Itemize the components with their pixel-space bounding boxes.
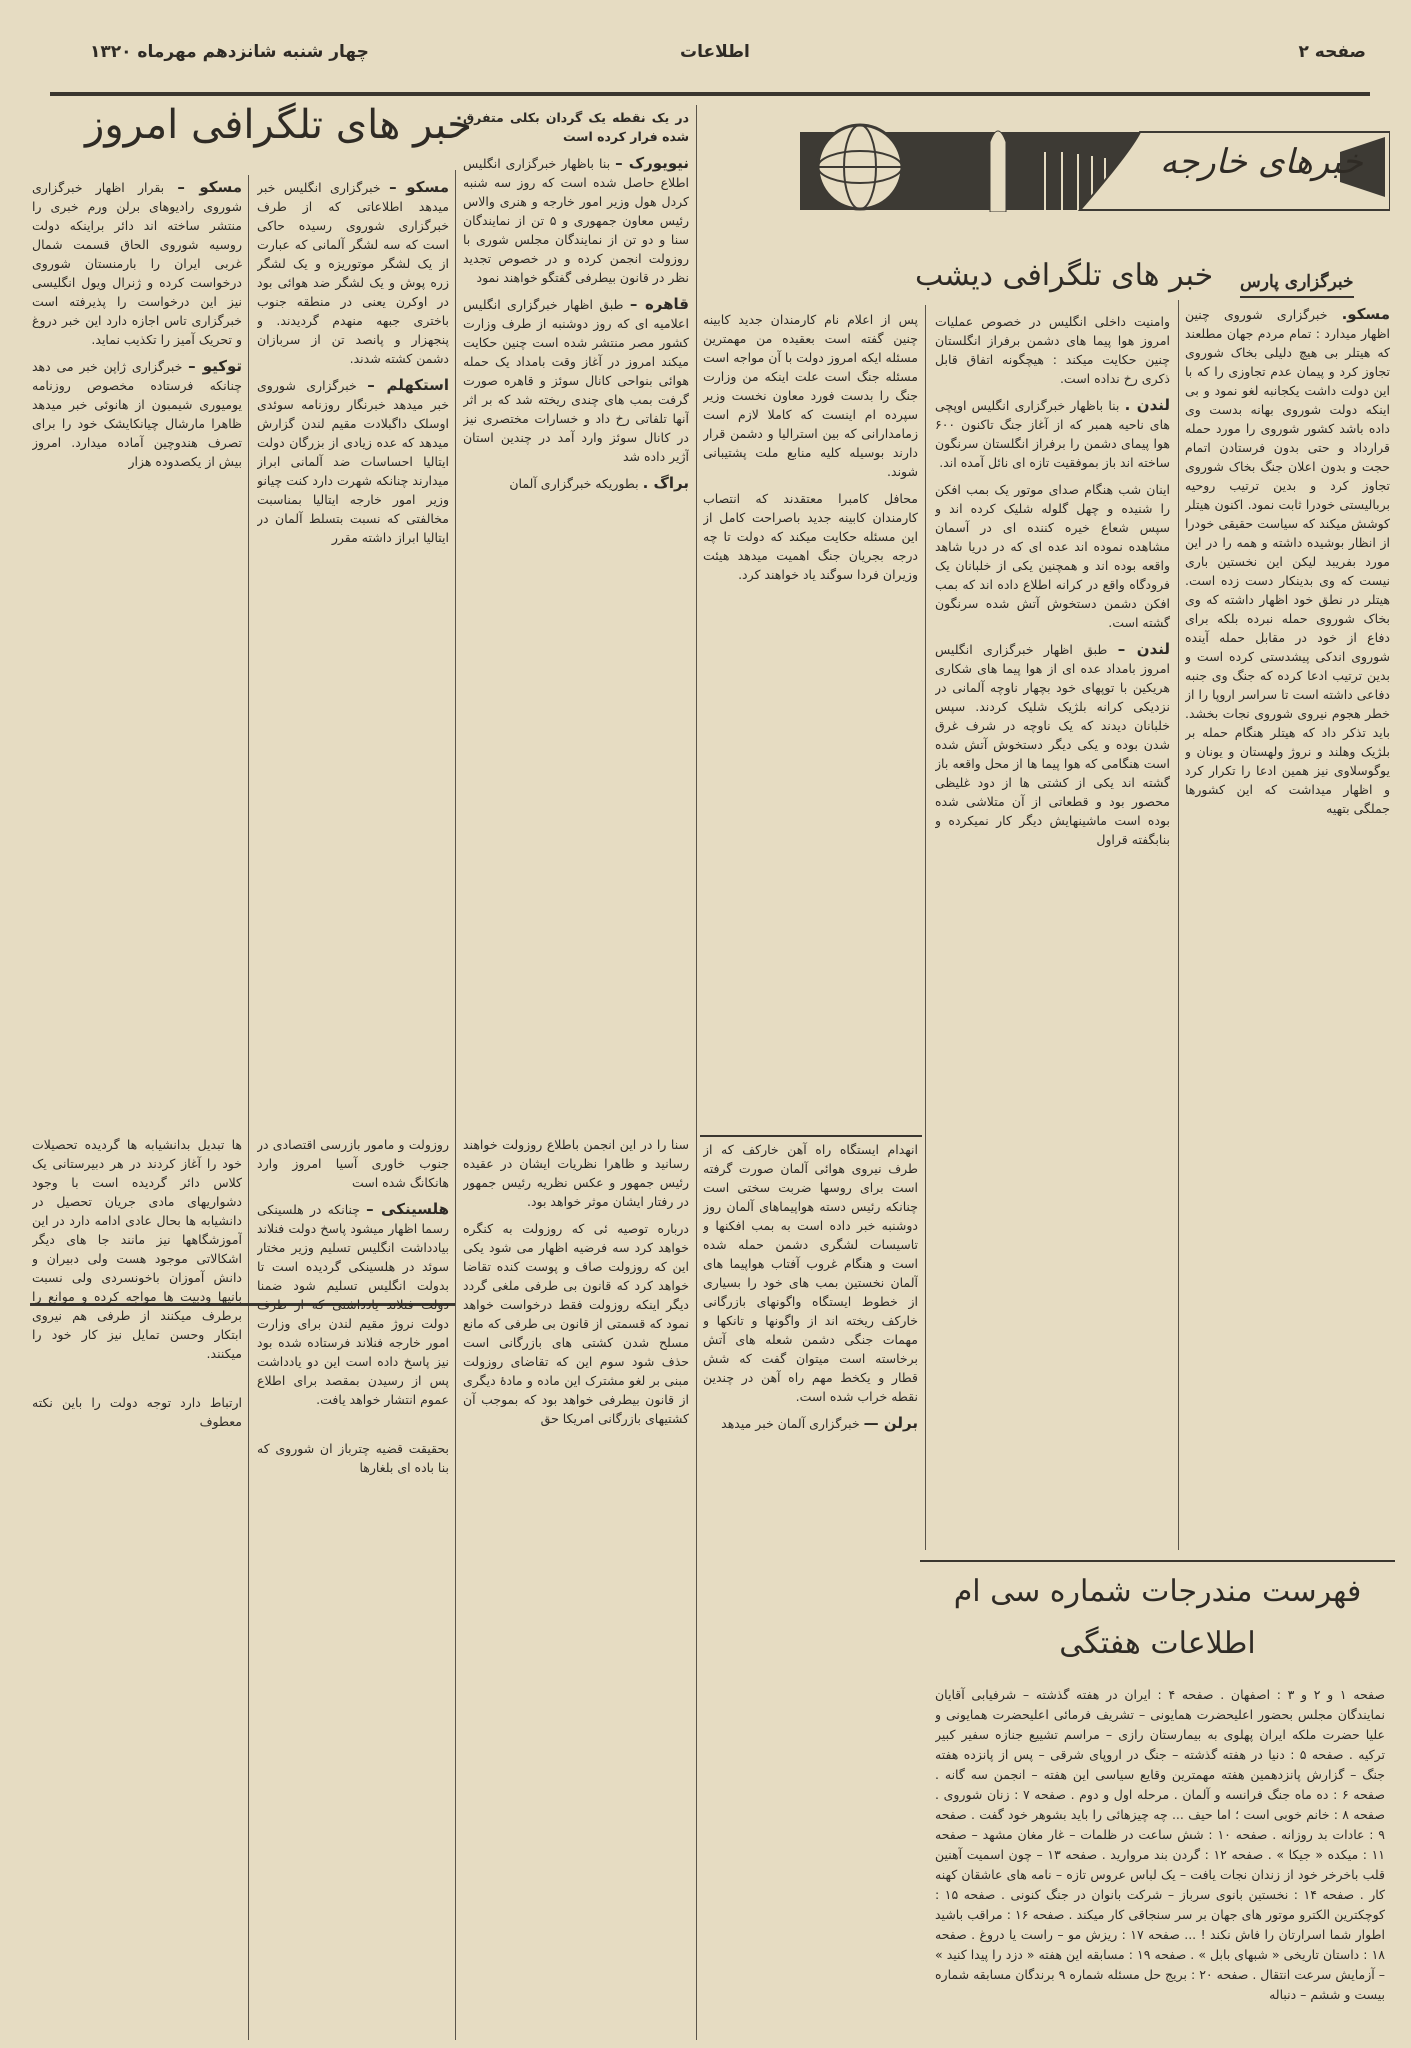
article: درباره توصیه ئی که روزولت به کنگره خواهد کرد سه فرضیه اظهار می شود یکی این که روزولت صاف و پوست کنده تقاضا خواهد کرد که قانون بی طرفی ملغی گردد دیگر اینکه روزولت فقط درخواست خواهد نمود که قسمتی از قانون بی طرفی که مانع مسلح شدن کشتی های بازرگانی است حذف شود سوم این که تقاضای روزولت مبنی بر لغو مشترک این ماده و مادهٔ دیگری از قانون بیطرفی خواهد بود که بموجب آن کشتیهای بازرگانی امریکا حق: [463, 1221, 689, 1426]
column-3-bottom: [703, 1140, 918, 1550]
article: پس از اعلام نام کارمندان جدید کابینه چنین گفته است بعقیده من مهمترین مسئله ایکه امروز دولت با آن مواجه است مسئله جنگ است علت اینکه من وزارت جنگ را بدست فورد معاون نخست وزیر سپرده ام اینست که کاملا لازم است زمامدارانی که بین استرالیا و دشمن قرار دارند بوسیله کلیه منابع ملت پشتیبانی شوند.: [703, 312, 918, 479]
article: ها تبدیل بدانشیابه ها گردیده تحصیلات خود را آغاز کردند در هر دبیرستانی یک کلاس دائر گردیده است با وجود دشواریهای مادی جریان تحصیل در دانشیابه ها بحال عادی ادامه دارد در این آموزشگاهها نیز مانند جا های دیگر اشکالاتی موجود هست ولی دبیران و دانش آموزان باخونسردی ولی نسبت بانیها ودبیت ها مواجه کرده و موانع را برطرف میکنند از طرفی هم نیروی ابتکار وحسن تمایل نیز کار خود را میکنند.: [32, 1137, 242, 1361]
article: انهدام ایستگاه راه آهن خارکف که از طرف نیروی هوائی آلمان صورت گرفته است برای روسها ضربت سختی است چنانکه رئیس دسته هواپیماهای آلمان روز دوشنبه خبر داده است به بمب افکنها و تاسیسات لشگری دشمن حمله شده است و هنگام غروب آفتاب هواپیما های آلمان نخستین بمب های خود را بسیاری از خطوط ایستگاه واگونهای بازرگانی خارکف ریخته اند از واگونها و تانکها و مهمات جنگی دشمن شعله های آتش برخاسته است میتوان گفت که شش قطار و یکخط مهم راه آهن در چندین نقطه خراب شده است.: [703, 1142, 918, 1404]
article: محافل کامبرا معتقدند که انتصاب کارمندان کابینه جدید باصراحت کامل از این مسئله حکایت میکند که دولت تا چه درجه بجریان جنگ اهمیت میدهد هیئت وزیران فردا سوگند یاد خواهند کرد.: [703, 491, 918, 582]
article: توکیو – خبرگزاری ژاپن خبر می دهد چنانکه فرستاده مخصوص روزنامه یومیوری شیمبون از هانوئی خبر میدهد ظاهرا مارشال چیانکایشک خود را برای تصرف هندوچین آماده میدارد. امروز بیش از یکصدوده هزار: [32, 357, 242, 469]
box-rule: [920, 1560, 1395, 1562]
column-6: [32, 178, 242, 1128]
article: هلسینکی – چنانکه در هلسینکی رسما اظهار میشود پاسخ دولت فنلاند بیادداشت انگلیس تسلیم وزیر مختار سوئد در هلسینکی گردیده است تا بدولت انگلیس تسلیم شود ضمنا دولت فنلاند یادداشتی که از طرف دولت نروژ مقیم لندن برای وزارت امور خارجه فنلاند فرستاده شده بود نیز پاسخ داده است این دو یادداشت پس از رسیدن بمقصد برای اطلاع عموم انتشار خواهد یافت.: [257, 1200, 449, 1407]
article: بحقیقت قضیه چترباز ان شوروی که بنا باده ای بلغارها: [257, 1441, 449, 1475]
article: مسکو – بقرار اظهار خبرگزاری شوروی رادیوهای برلن ورم خبری را منتشر ساخته اند دائر براینکه دولت روسیه شوروی الحاق قسمت شمال غربی ایران را بارمنستان شوروی درخواست کرده و ژنرال ویول انگلیسی نیز این درخواست را پذیرفته است خبرگزاری تاس اجازه دارد این خبر دروغ و تحریک آمیز را تکذیب نماید.: [32, 178, 242, 347]
headline-today: خبر های تلگرافی امروز: [85, 102, 472, 148]
contents-subtitle: اطلاعات هفتگی: [1059, 1626, 1256, 1661]
article: سنا را در این انجمن باطلاع روزولت خواهند رسانید و ظاهرا نظریات ایشان در عقیده رئیس جمهور و عکس نظریه رئیس جمهور در رفتار ایشان موثر خواهد بود.: [463, 1137, 689, 1209]
article: روزولت و مامور بازرسی اقتصادی در جنوب خاوری آسیا امروز وارد هانکانگ شده است: [257, 1137, 449, 1190]
article: مسکو – خبرگزاری انگلیس خبر میدهد اطلاعاتی که از طرف خبرگزاری شوروی رسیده حاکی است که سه لشگر آلمانی که عبارت از یک لشگر موتوریزه و یک لشگر زره پوش و یک لشگر ضد هوائی بود در اوکرن یعنی در منطقه جنوب باختری جبهه منهدم گردیدند. و پنجهزار و پانصد تن از سربازان دشمن کشته شدند.: [257, 178, 449, 366]
pars-agency-label: خبرگزاری پارس: [1240, 272, 1354, 298]
issue-date: چهار شنبه شانزدهم مهرماه ۱۳۲۰: [90, 42, 369, 62]
newspaper-name: اطلاعات: [680, 42, 750, 62]
page-number: صفحه ۲: [1298, 42, 1366, 62]
column-last-night-b: [703, 310, 918, 1130]
article: برلن — خبرگزاری آلمان خبر میدهد: [721, 1414, 918, 1432]
article: قاهره – طبق اظهار خبرگزاری انگلیس اعلامیه ای که روز دوشنبه از طرف وزارت کشور مصر منتشر شده است چنین حکایت میکند امروز در آغاز وقت بامداد یک حمله هوائی بنواحی کانال سوئز و قاهره صورت گرفت بمب های چندی ریخته شد که بر اثر آنها تلفاتی رخ داد و خسارات مختصری نیز در کانال سوئز وارد آمد در چندین استان آژیر داده شد: [463, 295, 689, 464]
column-4: [463, 108, 689, 1128]
column-5-bottom: [257, 1135, 449, 2035]
column-pars: [1185, 305, 1390, 1550]
article: وامنیت داخلی انگلیس در خصوص عملیات امروز هوا پیما های دشمن برفراز انگلستان چنین حکایت میکند : هیچگونه اتفاق قابل ذکری رخ نداده است.: [935, 314, 1170, 386]
article: لندن . بنا باظهار خبرگزاری انگلیس اوپچی های ناحیه همبر که از آغاز جنگ تاکنون ۶۰۰ هوا پیمای دشمن را برفراز انگلستان سرنگون ساخته اند باز بموفقیت تازه ای نائل آمده اند.: [935, 396, 1170, 470]
column-6-bottom: [32, 1135, 242, 2035]
column-divider: [455, 170, 456, 2040]
column-5: [257, 178, 449, 1128]
article: نیویورک – بنا باظهار خبرگزاری انگلیس اطلاع حاصل شده است که روز سه شنبه کردل هول وزیر امور خارجه و هنری والاس رئیس معاون جمهوری و ۵ تن از نمایندگان سنا و دو تن از نمایندگان مجلس شوری با روزولت انجمن کرده و در خصوص تجدید نظر در قانون بیطرفی گفتگو خواهند نمود: [463, 154, 689, 285]
logo-title: خبرهای خارجه: [1160, 142, 1363, 182]
column-last-night-a: [935, 312, 1170, 1552]
section-rule: [700, 1135, 922, 1137]
article: استکهلم – خبرگزاری شوروی خبر میدهد خبرنگار روزنامه سوئدی اوسلک داگبلادت مقیم لندن گزارش میدهد که عده زیادی از بزرگان دولت ایتالیا احساسات ضد آلمانی ابراز میدارند چنانکه شهرت دارد کنت چیانو وزیر امور خارجه ایتالیا بمناسبت مخالفتی که نسبت بتسلط آلمان در ایتالیا ابراز داشته مقرر: [257, 376, 449, 545]
foreign-news-logo: [800, 112, 1390, 212]
article: لندن – طبق اظهار خبرگزاری انگلیس امروز بامداد عده ای از هوا پیما های شکاری هریکین با توپهای خود بچهار ناوچه آلمانی در نزدیکی کرانه بلژیک شلیک کردند. سپس خلبانان دیدند که یک ناوچه در شرف غرق شدن بوده و یکی دیگر دستخوش آتش شده است هنگامی که هوا پیما ها از محل واقعه باز گشته اند یکی از کشتی ها از دود غلیظی محصور بود و قطعاتی از آن متلاشی شده بوده است ماشینهایش دیگر کار نمیکرده و بنابگفته قراول: [935, 640, 1170, 847]
column-divider: [696, 105, 697, 2040]
article: اینان شب هنگام صدای موتور یک بمب افکن را شنیده و چهل گلوله شلیک کرده اند و سپس شعاع خیره کننده ای در آسمان مشاهده نموده اند عده ای که در دریا شاهد واقعه بوده اند و همچنین یکی از خلبانان یک فرودگاه واقع در کرانه اطلاع داده اند که بمب افکن دشمن دستخوش آتش شده سرنگون گشته است.: [935, 482, 1170, 630]
headline-last-night: خبر های تلگرافی دیشب: [915, 258, 1214, 293]
header-rule: [50, 92, 1370, 96]
article: ارتباط دارد توجه دولت را باین نکته معطوف: [32, 1395, 242, 1429]
article: مسکو. خبرگزاری شوروی چنین اظهار میدارد : تمام مردم جهان مطلعند که هیتلر بی هیچ دلیلی بخاک شوروی تجاوز کرد و پیمان عدم تجاوزی را که با این دولت داشت یکجانبه لغو نمود و بی اینکه دولت شوروی بهانه بدست وی داده باشد کشور شوروی را مورد حمله قرارداد و حتی بدون فرستادن اتمام حجت و بدون اعلان جنگ بخاک شوروی تجاوز کرد و بدین ترتیب روحیه بربالیستی خودرا ثابت نمود. اکنون هیتلر کوشش میکند که سیاست حقیقی خودرا از انظار بوشیده داشته و همه را در این مورد بفریبد لیکن این نخستین باری نیست که وی بدینکار دست زده است. هیتلر در نطق خود اظهار داشته که وی بخاک شوروی حمله نبرده بلکه برای دفاع از خود در مقابل حمله آینده شوروی اندکی پیشدستی کرده است و بدین ترتیب ادعا کرده که جنگ وی جنبه دفاعی داشته است تا سراسر اروپا را از خطر هجوم نیروی شوروی نجات بخشد. باید تذکر داد که هیتلر هنگام حمله بر بلژیک وهلند و نروژ ولهستان و یونان و یوگوسلاوی نیز همین ادعا را تکرار کرد و اظهار میداشت که این کشورها جملگی بتهیه: [1185, 305, 1390, 816]
contents-title: فهرست مندرجات شماره سی ام: [953, 1574, 1362, 1609]
article: در یک نقطه یک گردان بکلی متفرق شده فرار کرده است: [463, 110, 689, 144]
column-divider: [248, 175, 249, 2040]
column-divider: [1178, 300, 1179, 1550]
column-4-bottom: [463, 1135, 689, 2035]
article: براگ . بطوریکه خبرگزاری آلمان: [509, 474, 689, 492]
column-divider: [925, 305, 926, 1550]
weekly-contents-box: [920, 1560, 1395, 2040]
contents-text: صفحه ۱ و ۲ و ۳ : اصفهان . صفحه ۴ : ایران در هفته گذشته – شرفیابی آقایان نمایندگان مجلس بحضور اعلیحضرت همایونی – تشریف فرمائی اعلیحضرت همایونی و علیا حضرت ملکه ایران پهلوی به بیمارستان رازی – مراسم تشییع جنازه سفیر کبیر ترکیه . صفحه ۵ : دنیا در هفته گذشته – جنگ در اروپای شرقی – پس از پانزده هفته جنگ – گزارش پانزدهمین هفته مهمترین وقایع سیاسی این هفته – انجمن سه گانه . صفحه ۶ : ده ماه جنگ فرانسه و آلمان . مرحله اول و دوم . صفحه ۷ : زنان شوروی . صفحه ۸ : خانم خوبی است ؛ اما حیف ... چه چیزهائی را باید بشوهر خود گفت . صفحه ۹ : عادات بد روزانه . صفحه ۱۰ : شش ساعت در ظلمات – غار مغان مشهد – صفحه ۱۱ : میکده « جیکا » . صفحه ۱۲ : گردن بند مروارید . صفحه ۱۳ – چون اسمیت آهنین قلب باخرخر خود از زندان نجات یافت – یک لباس عروس تازه – نامه های عاشقان کهنه کار . صفحه ۱۴ : نخستین بانوی سرباز – شرکت بانوان در جنگ کنونی . صفحه ۱۵ : کوچکترین الکترو موتور های جهان بر سر سنجاقی کار میکند . صفحه ۱۶ : مراقب باشید اطوار شما اسرارتان را فاش نکند ! ... صفحه ۱۷ : ریزش مو – راست یا دروغ . صفحه ۱۸ : داستان تاریخی « شبهای بابل » . صفحه ۱۹ : مسابقه این هفته « دزد را پیدا کنید » – آزمایش سرعت انتقال . صفحه ۲۰ : بریج حل مسئله شماره ۹ برندگان مسابقه شماره بیست و ششم – دنباله: [935, 1687, 1385, 2002]
